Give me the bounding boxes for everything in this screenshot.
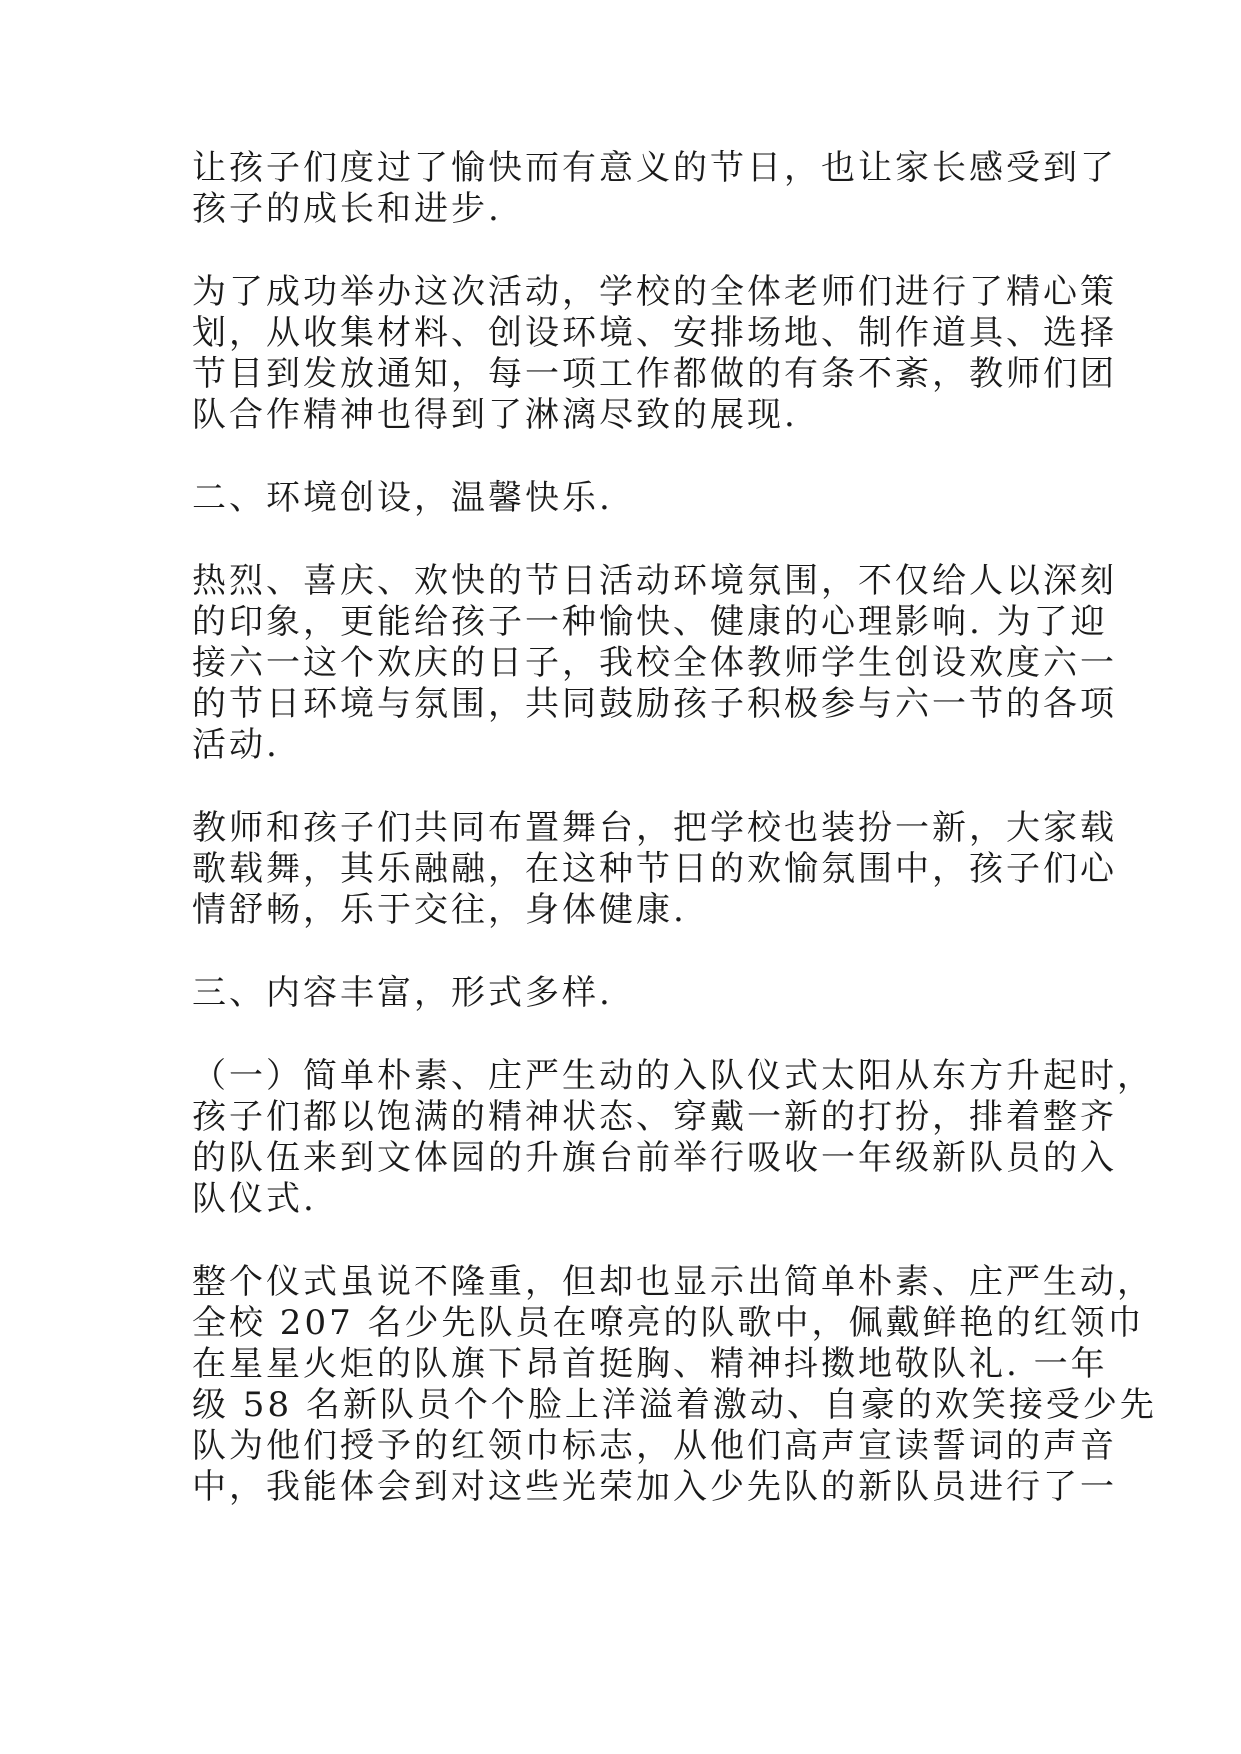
text-line: 级 58 名新队员个个脸上洋溢着激动、自豪的欢笑接受少先 <box>192 1385 1157 1425</box>
section-heading-2 <box>192 478 1032 519</box>
text-line: 的印象，更能给孩子一种愉快、健康的心理影响. 为了迎 <box>192 602 1108 642</box>
text-line: 队合作精神也得到了淋漓尽致的展现. <box>192 395 798 435</box>
text-line: 让孩子们度过了愉快而有意义的节日，也让家长感受到了 <box>192 148 1117 188</box>
text-line: 为了成功举办这次活动，学校的全体老师们进行了精心策 <box>192 272 1117 312</box>
text-line: 中，我能体会到对这些光荣加入少先队的新队员进行了一 <box>192 1467 1117 1507</box>
text-line: 在星星火炬的队旗下昂首挺胸、精神抖擞地敬队礼. 一年 <box>192 1344 1108 1384</box>
section-heading-3 <box>192 973 1032 1014</box>
text-line: 情舒畅，乐于交往，身体健康. <box>192 890 687 930</box>
text-line: 整个仪式虽说不隆重，但却也显示出简单朴素、庄严生动， <box>192 1262 1154 1302</box>
text-line: 的队伍来到文体园的升旗台前举行吸收一年级新队员的入 <box>192 1138 1117 1178</box>
text-line: 队为他们授予的红领巾标志，从他们高声宣读誓词的声音 <box>192 1426 1117 1466</box>
text-line: 划，从收集材料、创设环境、安排场地、制作道具、选择 <box>192 313 1117 353</box>
text-line: 接六一这个欢庆的日子，我校全体教师学生创设欢度六一 <box>192 643 1117 683</box>
paragraph-2 <box>192 272 1117 436</box>
text-line: 全校 207 名少先队员在嘹亮的队歌中，佩戴鲜艳的红领巾 <box>192 1303 1145 1343</box>
text-line: 的节日环境与氛围，共同鼓励孩子积极参与六一节的各项 <box>192 684 1117 724</box>
document-body <box>192 148 1157 1550</box>
text-line: 教师和孩子们共同布置舞台，把学校也装扮一新，大家载 <box>192 808 1117 848</box>
text-line: （一）简单朴素、庄严生动的入队仪式太阳从东方升起时， <box>192 1056 1154 1096</box>
paragraph-6 <box>192 1262 1157 1508</box>
text-line: 活动. <box>192 725 280 765</box>
text-line: 歌载舞，其乐融融，在这种节日的欢愉氛围中，孩子们心 <box>192 849 1117 889</box>
paragraph-3 <box>192 561 1117 766</box>
paragraph-4 <box>192 808 1117 931</box>
paragraph-5 <box>192 1056 1154 1220</box>
text-line: 孩子们都以饱满的精神状态、穿戴一新的打扮，排着整齐 <box>192 1097 1117 1137</box>
text-line: 孩子的成长和进步. <box>192 189 502 229</box>
text-line: 节目到发放通知，每一项工作都做的有条不紊，教师们团 <box>192 354 1117 394</box>
paragraph-1 <box>192 148 1117 230</box>
text-line: 热烈、喜庆、欢快的节日活动环境氛围，不仅给人以深刻 <box>192 561 1117 601</box>
text-line: 二、环境创设，温馨快乐. <box>192 478 613 518</box>
text-line: 三、内容丰富，形式多样. <box>192 973 613 1013</box>
text-line: 队仪式. <box>192 1179 317 1219</box>
